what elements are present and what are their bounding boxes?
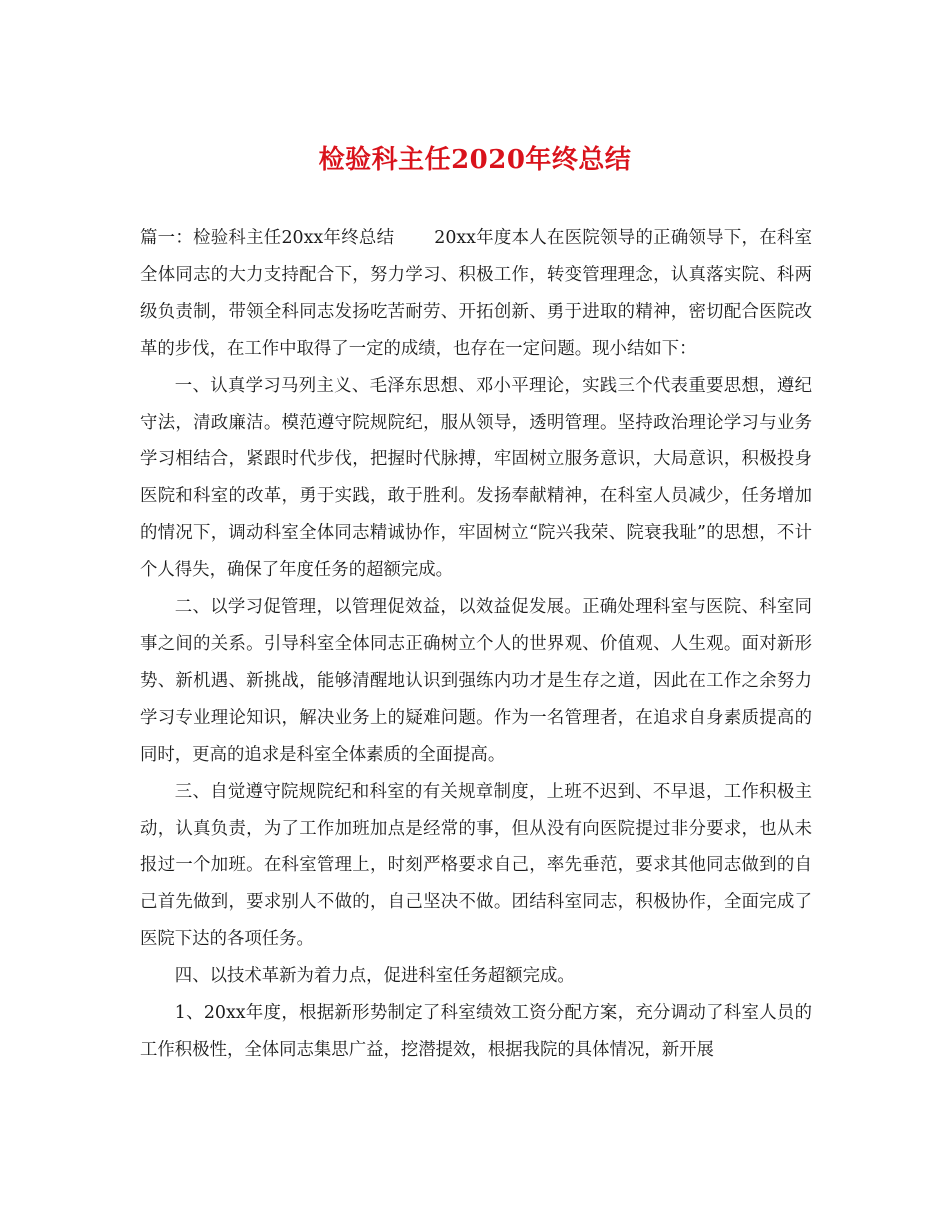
paragraph-2: 二、以学习促管理，以管理促效益，以效益促发展。正确处理科室与医院、科室同事之间的关系。引导科室全体同志正确树立个人的世界观、价值观、人生观。面对新形势、新机遇、新挑战，能够清醒地认识到强练内功才是生存之道，因此在工作之余努力学习专业理论知识，解决业务上的疑难问题。作为一名管理者，在追求自身素质提高的同时，更高的追求是科室全体素质的全面提高。 [140, 597, 812, 765]
paragraph-1: 一、认真学习马列主义、毛泽东思想、邓小平理论，实践三个代表重要思想，遵纪守法，清政廉洁。模范遵守院规院纪，服从领导，透明管理。坚持政治理论学习与业务学习相结合，紧跟时代步伐，把握时代脉搏，牢固树立服务意识，大局意识，积极投身医院和科室的改革，勇于实践，敢于胜利。发扬奉献精神，在科室人员减少，任务增加的情况下，调动科室全体同志精诚协作，牢固树立“院兴我荣、院衰我耻”的思想，不计个人得失，确保了年度任务的超额完成。 [140, 375, 812, 581]
paragraph-4: 四、以技术革新为着力点，促进科室任务超额完成。 [174, 966, 575, 987]
intro-heading: 篇一：检验科主任20xx年终总结 [140, 228, 395, 248]
document-body [140, 220, 812, 1069]
intro-paragraph [140, 220, 812, 368]
intro-text: 20xx年度本人在医院领导的正确领导下，在科室全体同志的大力支持配合下，努力学习、积极工作，转变管理理念，认真落实院、科两级负责制，带领全科同志发扬吃苦耐劳、开拓创新、勇于进取的精神，密切配合医院改革的步伐，在工作中取得了一定的成绩，也存在一定问题。现小结如下： [140, 228, 812, 359]
paragraph-3: 三、自觉遵守院规院纪和科室的有关规章制度，上班不迟到、不早退，工作积极主动，认真负责，为了工作加班加点是经常的事，但从没有向医院提过非分要求，也从未报过一个加班。在科室管理上，时刻严格要求自己，率先垂范，要求其他同志做到的自己首先做到，要求别人不做的，自己坚决不做。团结科室同志，积极协作，全面完成了医院下达的各项任务。 [140, 781, 812, 950]
document-title: 检验科主任2020年终总结 [318, 145, 632, 175]
paragraph-5: 1、20xx年度，根据新形势制定了科室绩效工资分配方案，充分调动了科室人员的工作积极性，全体同志集思广益，挖潜提效，根据我院的具体情况，新开展 [140, 1003, 812, 1060]
